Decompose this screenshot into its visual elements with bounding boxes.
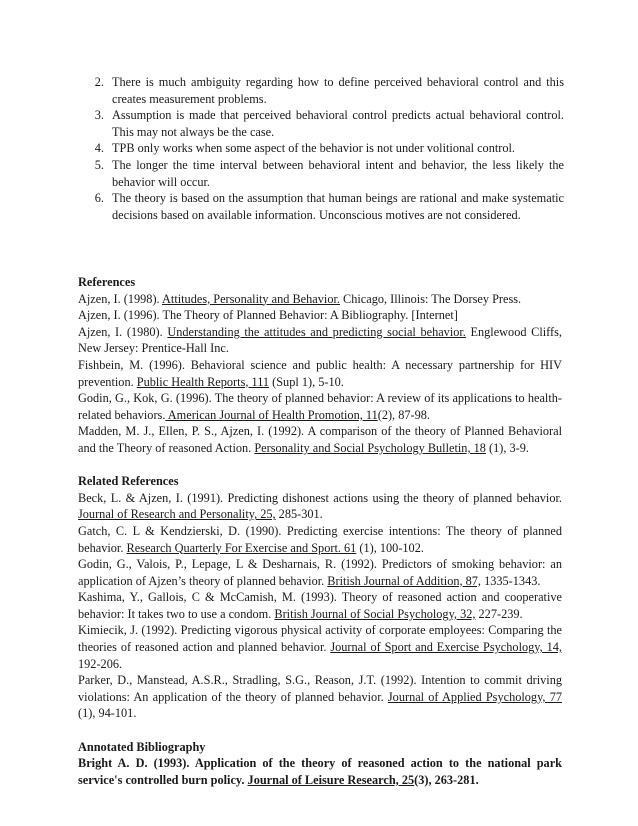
related-reference-entry: Kimiecik, J. (1992). Predicting vigorous physical activity of corporate employees: Comparing the theories of reasoned action and planned behavior. Journal of Sport and Exercise Psychology, 14, 192-206. (78, 623, 562, 671)
related-reference-entry: Beck, L. & Ajzen, I. (1991). Predicting dishonest actions using the theory of planned behavior. Journal of Research and Personality, 25, 285-301. (78, 490, 562, 522)
reference-entry: Ajzen, I. (1998). Attitudes, Personality and Behavior. Chicago, Illinois: The Dorsey Press. (78, 291, 522, 306)
list-item (80, 74, 564, 107)
list-text: Assumption is made that perceived behavioral control predicts actual behavioral control. This may not always be the case. (112, 108, 564, 139)
related-reference-entry: Parker, D., Manstead, A.S.R., Stradling, S.G., Reason, J.T. (1992). Intention to commit driving violations: An application of the theory of planned behavior. Journal of Applied Psychology, 77 (1), 94-101. (78, 673, 562, 721)
list-number: 4. (94, 141, 104, 156)
list-text: The longer the time interval between behavioral intent and behavior, the less likely the behavior will occur. (112, 157, 564, 189)
references-heading: References (78, 275, 136, 289)
reference-entry: Ajzen, I. (1980). Understanding the attitudes and predicting social behavior. Englewood Cliffs, New Jersey: Prentice-Hall Inc. (78, 324, 562, 356)
list-text: The theory is based on the assumption that human beings are rational and make systematic decisions based on available information. Unconscious motives are not considered. (112, 191, 564, 222)
list-item (80, 157, 564, 190)
list-number: 3. (94, 108, 104, 123)
list-text: TPB only works when some aspect of the behavior is not under volitional control. (112, 141, 515, 156)
annotated-bibliography-heading: Annotated Bibliography (78, 739, 206, 754)
limitations-list (80, 74, 564, 223)
related-reference-entry: Godin, G., Valois, P., Lepage, L & Desharnais, R. (1992). Predictors of smoking behavior: an application of Ajzen’s theory of planned behavior. British Journal of Addition, 87, 1335-1343. (78, 557, 562, 588)
related-reference-entry: Kashima, Y., Gallois, C & McCamish, M. (1993). Theory of reasoned action and cooperative behavior: It takes two to use a condom. British Journal of Social Psychology, 32, 227-239. (78, 590, 562, 621)
references-section (78, 274, 562, 788)
list-number: 5. (94, 157, 104, 172)
reference-entry: Ajzen, I. (1996). The Theory of Planned Behavior: A Bibliography. [Internet] (78, 308, 458, 323)
list-item (80, 140, 564, 157)
list-number: 6. (94, 191, 104, 206)
related-reference-entry: Gatch, C. L & Kendzierski, D. (1990). Predicting exercise intentions: The theory of planned behavior. Research Quarterly For Exercise and Sport. 61 (1), 100-102. (78, 523, 562, 555)
reference-entry: Fishbein, M. (1996). Behavioral science and public health: A necessary partnership for HIV prevention. Public Health Reports, 111 (Supl 1), 5-10. (78, 357, 562, 389)
list-number: 2. (94, 75, 104, 89)
related-references-heading: Related References (78, 474, 179, 489)
list-item (80, 107, 564, 140)
reference-entry: Godin, G., Kok, G. (1996). The theory of planned behavior: A review of its applications to health-related behaviors. American Journal of Health Promotion, 11(2), 87-98. (78, 391, 562, 422)
reference-entry: Madden, M. J., Ellen, P. S., Ajzen, I. (1992). A comparison of the theory of Planned Behavioral and the Theory of reasoned Action. Personality and Social Psychology Bulletin, 18 (1), 3-9. (78, 424, 562, 455)
annotated-entry: Bright A. D. (1993). Application of the theory of reasoned action to the national park service's controlled burn policy. Journal of Leisure Research, 25(3), 263-281. (78, 756, 562, 787)
list-text: There is much ambiguity regarding how to define perceived behavioral control and this creates measurement problems. (112, 75, 564, 106)
list-item (80, 190, 564, 223)
